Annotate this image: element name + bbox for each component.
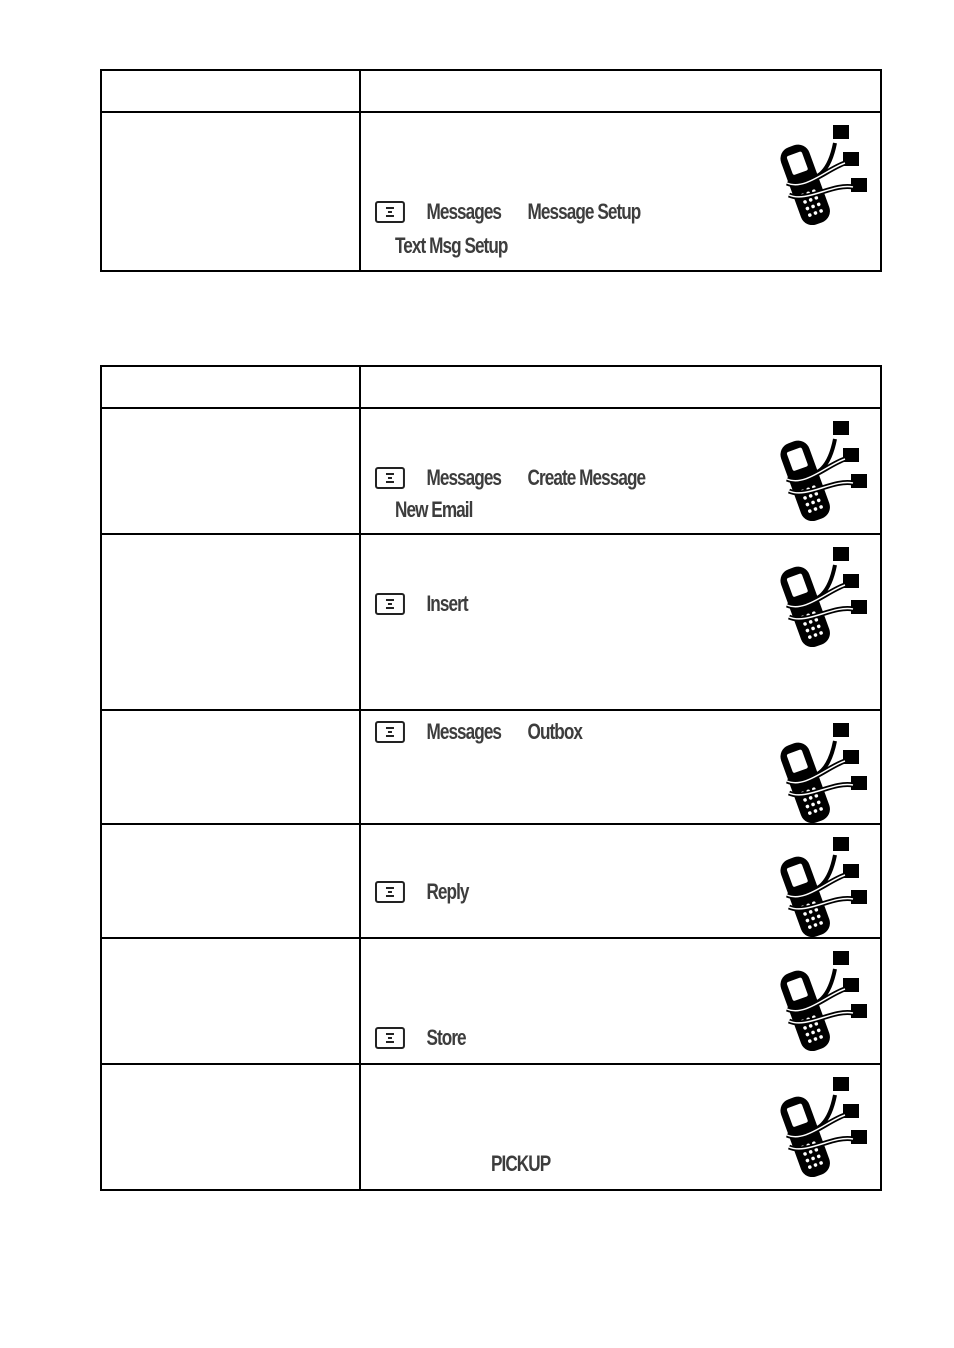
header-cell-description <box>361 367 880 407</box>
menu-path <box>375 719 582 745</box>
menu-item-create-message: Create Message <box>527 465 646 490</box>
table-row <box>102 409 880 535</box>
table-row <box>102 939 880 1065</box>
header-cell-feature <box>102 71 361 111</box>
network-phone-icon <box>777 947 869 1051</box>
header-cell-feature <box>102 367 361 407</box>
menu-path <box>375 591 468 617</box>
menu-key-icon <box>375 467 405 489</box>
menu-path <box>375 1025 466 1051</box>
menu-item-reply: Reply <box>426 879 469 904</box>
table-header-row <box>102 367 880 409</box>
menu-item-store: Store <box>426 1025 466 1050</box>
menu-item-messages: Messages <box>426 199 502 224</box>
network-phone-icon <box>777 417 869 521</box>
table-row <box>102 113 880 272</box>
feature-table-2 <box>100 365 882 1191</box>
table-row <box>102 825 880 939</box>
network-phone-icon <box>777 833 869 937</box>
menu-key-icon <box>375 1027 405 1049</box>
menu-item-message-setup: Message Setup <box>527 199 641 224</box>
network-phone-icon <box>777 543 869 647</box>
menu-key-icon <box>375 201 405 223</box>
menu-key-icon <box>375 881 405 903</box>
menu-item-text-msg-setup: Text Msg Setup <box>395 233 508 258</box>
table-row <box>102 535 880 711</box>
menu-item-new-email: New Email <box>395 497 473 522</box>
menu-path <box>375 879 469 905</box>
feature-table-1 <box>100 69 882 272</box>
menu-item-messages: Messages <box>426 719 502 744</box>
menu-item-insert: Insert <box>426 591 468 616</box>
menu-path <box>375 465 645 491</box>
table-header-row <box>102 71 880 113</box>
network-phone-icon <box>777 121 869 225</box>
header-cell-description <box>361 71 880 111</box>
network-phone-icon <box>777 719 869 823</box>
network-phone-icon <box>777 1073 869 1177</box>
table-row <box>102 711 880 825</box>
menu-path <box>375 199 640 225</box>
menu-key-icon <box>375 721 405 743</box>
table-row <box>102 1065 880 1191</box>
menu-item-messages: Messages <box>426 465 502 490</box>
menu-key-icon <box>375 593 405 615</box>
key-label-pickup: PICKUP <box>491 1151 551 1176</box>
menu-item-outbox: Outbox <box>527 719 582 744</box>
